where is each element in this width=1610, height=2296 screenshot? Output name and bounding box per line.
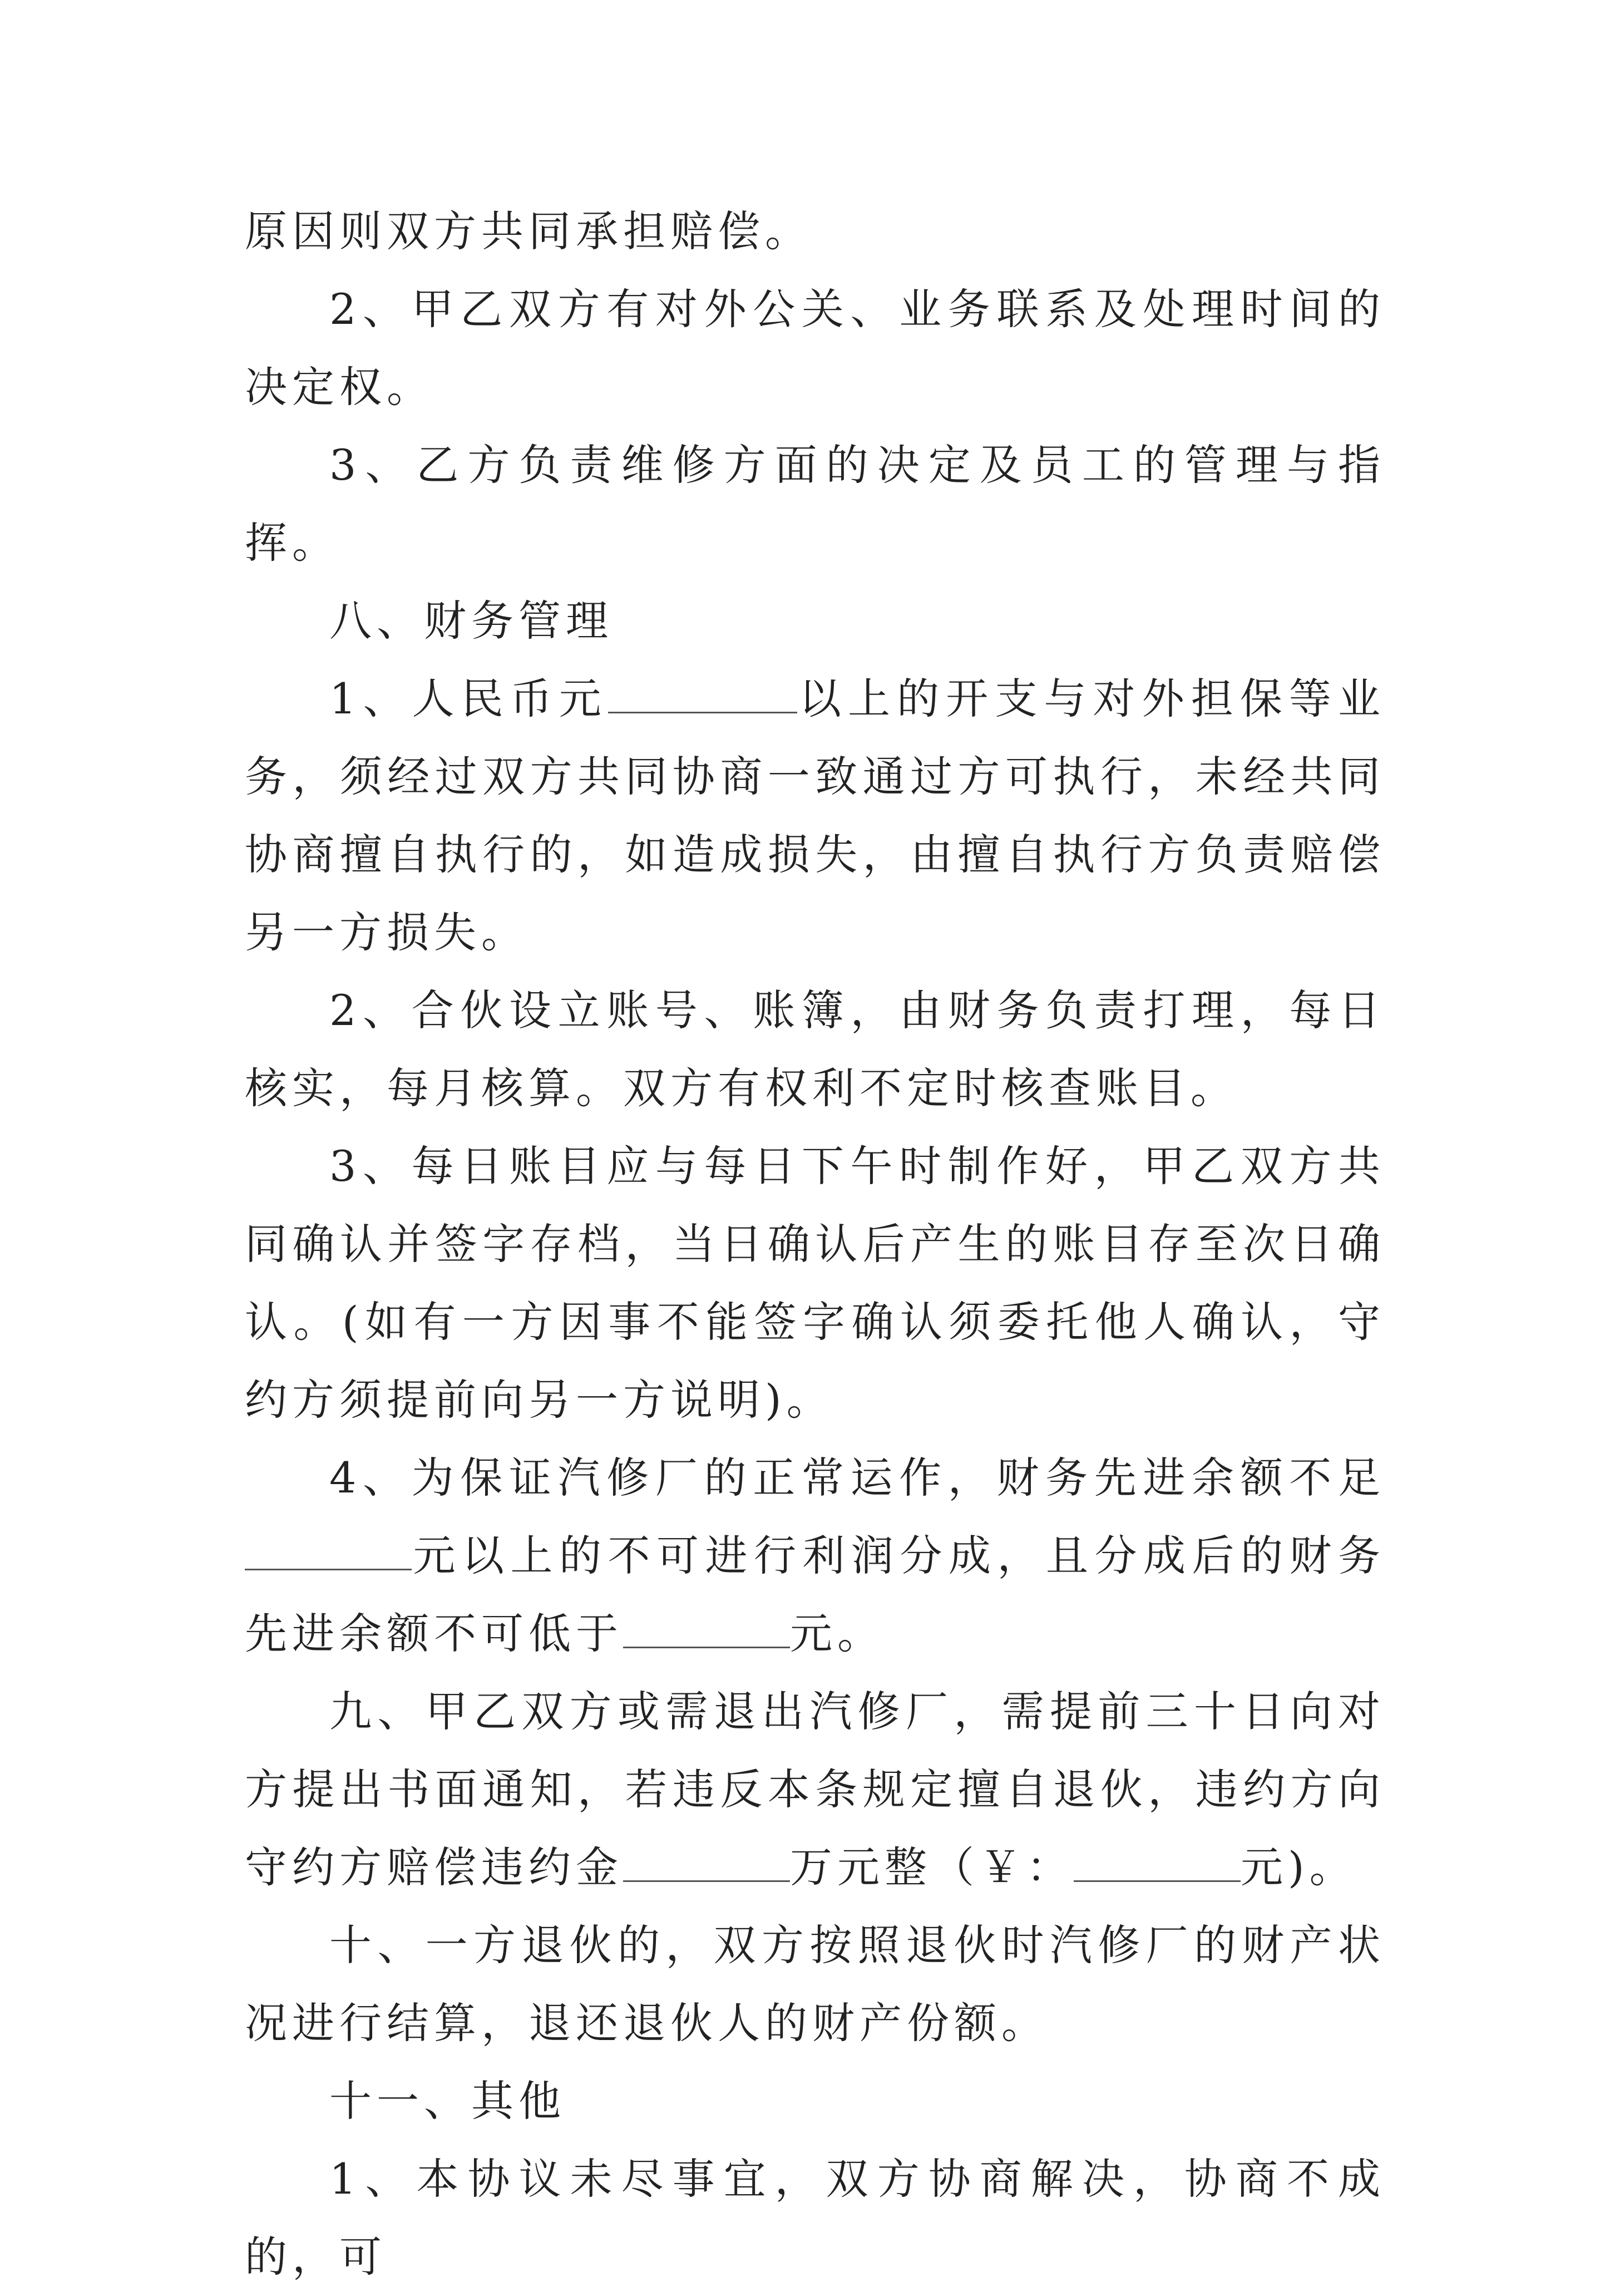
text: 元。: [790, 1609, 885, 1658]
paragraph-maintenance-management: [245, 426, 1385, 582]
contract-body: [245, 193, 1385, 2296]
text: 十、一方退伙的，双方按照退伙时汽修厂的财产状况进行结算，退还退伙人的财产份额。: [245, 1920, 1385, 2048]
text: 3、每日账目应与每日下午时制作好，甲乙双方共同确认并签字存档，当日确认后产生的账目存至次日确认。(如有一方因事不能签字确认须委托他人确认，守约方须提前向另一方说明)。: [245, 1141, 1385, 1425]
text: 以上的开支与对外担保等业务，须经过双方共同协商一致通过方可执行，未经共同协商擅自执行的，如造成损失，由擅自执行方负责赔偿另一方损失。: [245, 674, 1385, 957]
text: 元)。: [1241, 1842, 1357, 1892]
section-heading-other: [245, 2062, 1385, 2140]
text: 八、财务管理: [329, 596, 613, 646]
blank-amount-field: [608, 673, 797, 713]
text: 4、为保证汽修厂的正常运作，财务先进余额不足: [329, 1453, 1385, 1502]
paragraph-continuation: [245, 193, 1385, 270]
text: 2、合伙设立账号、账簿，由财务负责打理，每日核实，每月核算。双方有权利不定时核查账目。: [245, 986, 1385, 1113]
text: 九、甲乙双方或需退出汽修厂，需提前三十日向对方提出书面通知，若违反本条规定擅自退伙，违约方向守约方赔偿违约金: [245, 1687, 1385, 1892]
blank-amount-field: [1074, 1841, 1241, 1882]
text: 3、乙方负责维修方面的决定及员工的管理与指挥。: [245, 440, 1385, 568]
paragraph-profit-sharing: [245, 1439, 1385, 1673]
text: 1、人民币元: [329, 674, 608, 723]
blank-amount-field: [623, 1608, 790, 1648]
text: 2、甲乙双方有对外公关、业务联系及处理时间的决定权。: [245, 284, 1385, 412]
text: 万元整（￥：: [790, 1842, 1074, 1892]
paragraph-withdrawal-notice: [245, 1673, 1385, 1906]
text: 十一、其他: [329, 2076, 566, 2126]
text: 元以上的不可进行利润分成，且分成后的财务先进余额不可低于: [245, 1531, 1385, 1658]
paragraph-decision-rights: [245, 270, 1385, 426]
paragraph-withdrawal-settlement: [245, 1906, 1385, 2062]
section-heading-finance: [245, 582, 1385, 660]
paragraph-expense-approval: [245, 660, 1385, 972]
paragraph-accounts: [245, 972, 1385, 1127]
blank-amount-field: [245, 1530, 412, 1570]
blank-amount-field: [623, 1841, 790, 1882]
text: 原因则双方共同承担赔偿。: [245, 206, 812, 256]
text: 1、本协议未尽事宜，双方协商解决，协商不成的，可: [245, 2154, 1385, 2282]
paragraph-unresolved-matters: [245, 2140, 1385, 2296]
paragraph-daily-accounts: [245, 1127, 1385, 1439]
